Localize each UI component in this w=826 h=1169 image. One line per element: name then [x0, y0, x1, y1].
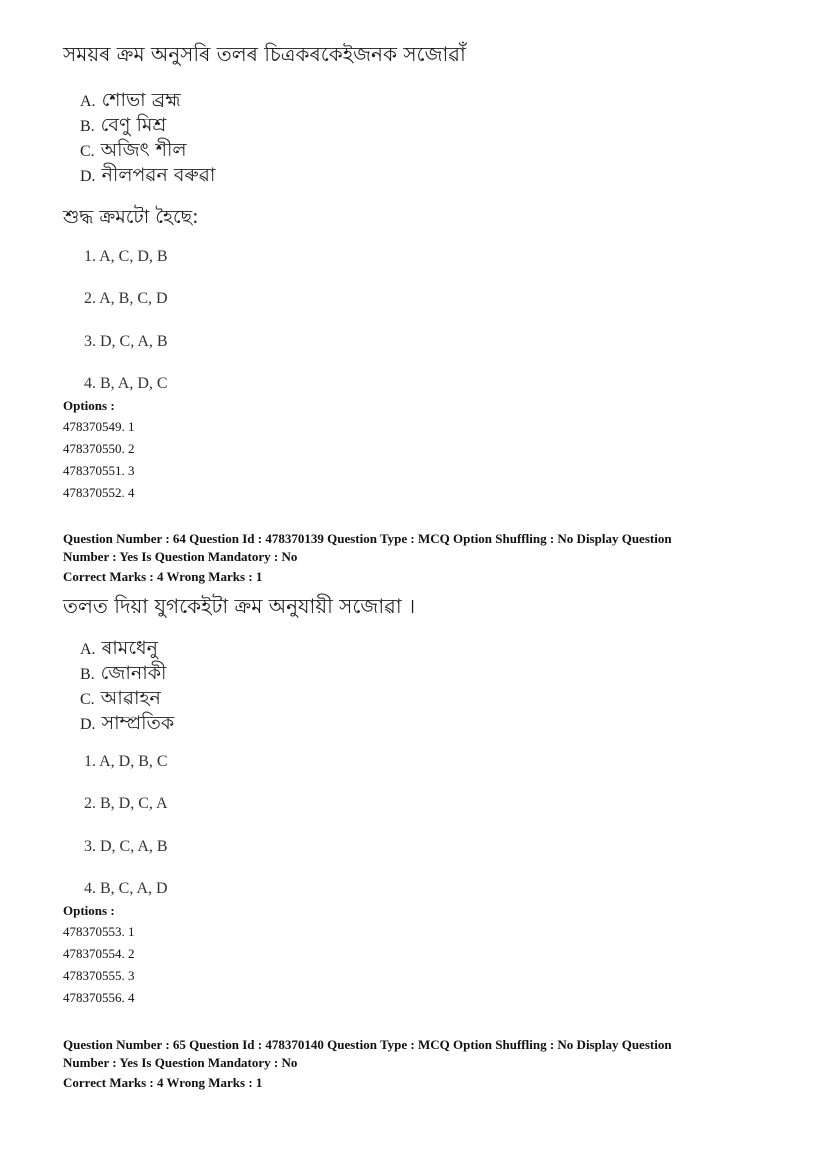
question-marks: Correct Marks : 4 Wrong Marks : 1: [63, 1075, 263, 1090]
answer-choice: 2. A, B, C, D: [84, 290, 168, 307]
options-label: Options :: [63, 398, 115, 413]
item-text: সাম্প্ৰতিক: [101, 712, 175, 734]
item-letter: B.: [80, 666, 95, 683]
question-marks: Correct Marks : 4 Wrong Marks : 1: [63, 569, 263, 584]
answer-choice: 2. B, D, C, A: [84, 795, 168, 812]
option-id: 478370551. 3: [63, 463, 135, 478]
question-meta: Number : Yes Is Question Mandatory : No: [63, 549, 298, 564]
item-letter: A.: [80, 641, 96, 658]
question-meta: Question Number : 65 Question Id : 478370140 Question Type : MCQ Option Shuffling : No Display Question: [63, 1037, 672, 1052]
option-id: 478370553. 1: [63, 924, 135, 939]
item-text: শোভা ব্ৰহ্ম: [101, 89, 181, 111]
answer-choice: 4. B, C, A, D: [84, 880, 168, 897]
item-text: বেণু মিশ্ৰ: [100, 114, 167, 136]
item-text: ৰামধেনু: [101, 637, 158, 659]
answer-choice: 3. D, C, A, B: [84, 333, 168, 350]
list-item: [80, 161, 215, 193]
option-id: 478370555. 3: [63, 968, 135, 983]
question-prompt: শুদ্ধ ক্ৰমটো হৈছে:: [63, 206, 199, 228]
item-letter: D.: [80, 716, 96, 733]
item-letter: C.: [80, 691, 95, 708]
item-text: জোনাকী: [100, 662, 167, 684]
question-meta: Question Number : 64 Question Id : 478370139 Question Type : MCQ Option Shuffling : No Display Question: [63, 531, 672, 546]
options-label: Options :: [63, 903, 115, 918]
item-text: আৱাহন: [100, 687, 161, 709]
item-letter: C.: [80, 143, 95, 160]
item-letter: A.: [80, 93, 96, 110]
item-letter: B.: [80, 118, 95, 135]
item-letter: D.: [80, 168, 96, 185]
question-text: তলত দিয়া যুগকেইটা ক্ৰম অনুযায়ী সজোৱা ।: [63, 594, 416, 618]
option-id: 478370549. 1: [63, 419, 135, 434]
option-id: 478370552. 4: [63, 485, 135, 500]
option-id: 478370550. 2: [63, 441, 135, 456]
question-text: সময়ৰ ক্ৰম অনুসৰি তলৰ চিত্ৰকৰকেইজনক সজোৱাঁ: [63, 42, 466, 66]
list-item: [80, 709, 174, 741]
answer-choice: 1. A, C, D, B: [84, 248, 168, 265]
answer-choice: 4. B, A, D, C: [84, 375, 168, 392]
item-text: নীলপৱন বৰুৱা: [101, 164, 216, 186]
option-id: 478370554. 2: [63, 946, 135, 961]
answer-choice: 1. A, D, B, C: [84, 753, 168, 770]
item-text: অজিৎ শীল: [100, 139, 187, 161]
question-meta: Number : Yes Is Question Mandatory : No: [63, 1055, 298, 1070]
answer-choice: 3. D, C, A, B: [84, 838, 168, 855]
option-id: 478370556. 4: [63, 990, 135, 1005]
